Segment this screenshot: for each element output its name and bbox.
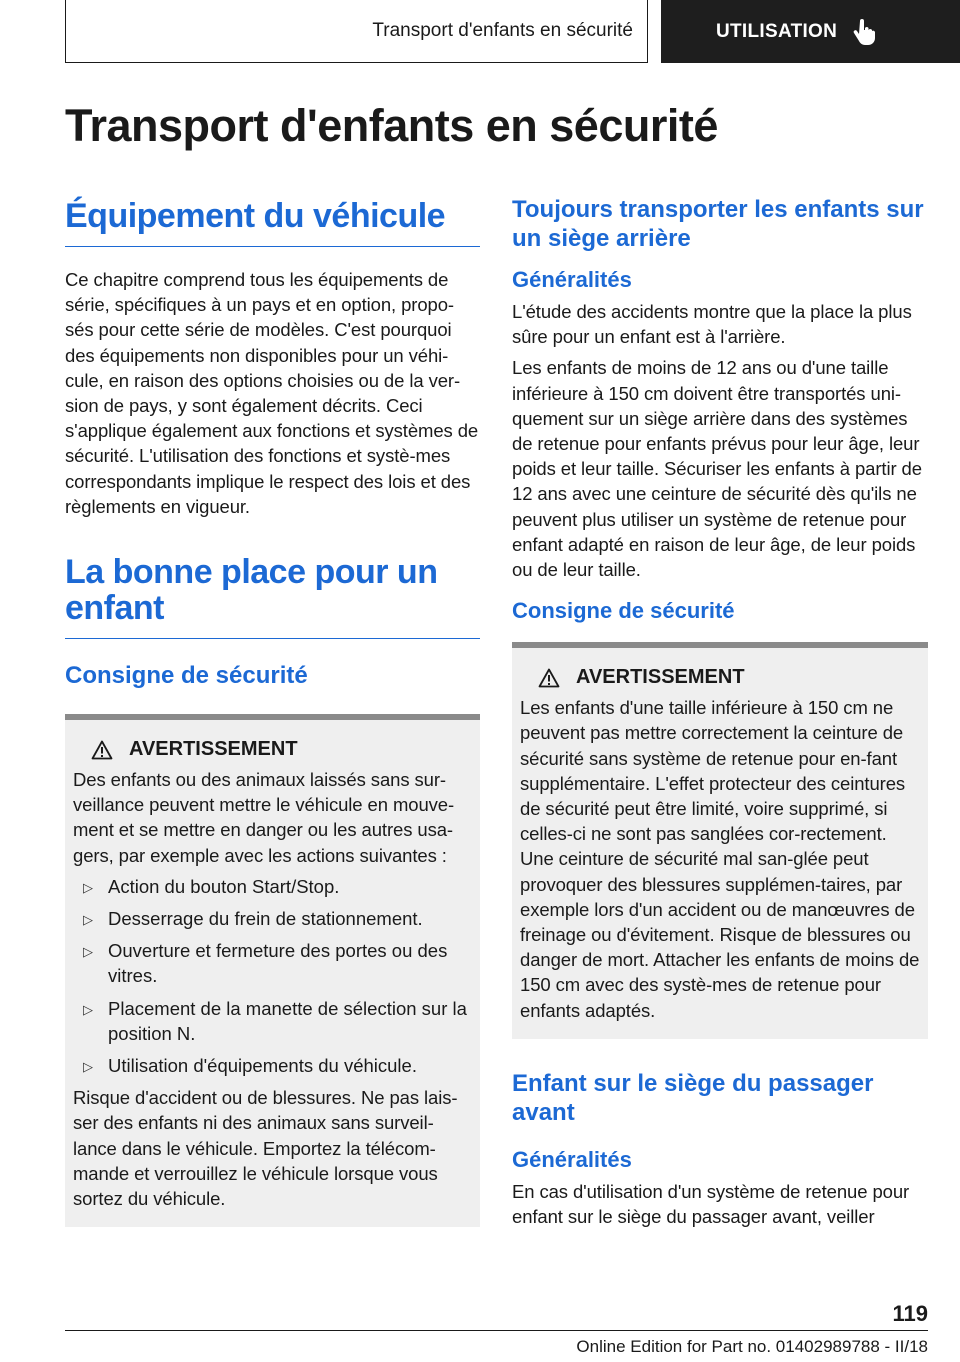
list-item <box>73 996 472 1046</box>
triangle-bullet-icon: ▷ <box>83 1059 93 1075</box>
list-item-text: Action du bouton Start/Stop. <box>108 875 340 897</box>
front-paragraph: En cas d'utilisation d'un système de retenue pour enfant sur le siège du passager avant, veiller <box>512 1180 910 1228</box>
right-column <box>512 190 928 1229</box>
warning-triangle-icon <box>538 668 560 688</box>
heading-siege-passager: Enfant sur le siège du passager avant <box>512 1069 874 1126</box>
edition-note: Online Edition for Part no. 01402989788 - II/18 <box>576 1337 928 1356</box>
list-item-text: Ouverture et fermeture des portes ou des vitres. <box>108 940 448 987</box>
list-item-text: Desserrage du frein de stationnement. <box>108 908 423 930</box>
warning-title-text: AVERTISSEMENT <box>129 738 298 761</box>
equipement-paragraph: Ce chapitre comprend tous les équipements de série, spécifiques à un pays et en option, propo-sés pour cette série de modèles. C'est pourquoi des équipements non disponibles pour un véhi-cule, en raison des options choisies ou de la ver-sion de pays, y sont également décrits. Ceci s'applique également aux fonctions et systèmes de sécurité. L'utilisation des fonctions et systè-mes correspondants implique le respect des lois et des règlements en vigueur. <box>65 269 479 517</box>
heading-rule <box>65 246 480 247</box>
warning-intro: Des enfants ou des animaux laissés sans sur-veillance peuvent mettre le véhicule en mouve-ment et se mettre en danger ou les autres usa-gers, par exemple avec les actions suivantes : <box>73 769 455 866</box>
page-number: 119 <box>892 1301 928 1326</box>
footer-rule <box>65 1330 928 1331</box>
heading-generalites: Généralités <box>512 267 632 292</box>
heading-rule <box>65 638 480 639</box>
warning-triangle-icon <box>91 740 113 760</box>
warning-box-left <box>65 714 480 1227</box>
header-chapter-label: UTILISATION <box>716 20 838 42</box>
header-chapter-tab <box>661 0 960 63</box>
list-item <box>73 938 472 988</box>
warning-action-list <box>73 874 472 1078</box>
left-column <box>65 190 480 1227</box>
hand-pointer-icon <box>853 19 875 45</box>
heading-generalites-front: Généralités <box>512 1146 632 1172</box>
warning-title-text: AVERTISSEMENT <box>576 666 745 689</box>
heading-siege-arriere: Toujours transporter les enfants sur un siège arrière <box>512 196 924 252</box>
generalites-paragraph-1: L'étude des accidents montre que la place la plus sûre pour un enfant est à l'arrière. <box>512 301 912 348</box>
warning-outro: Risque d'accident ou de blessures. Ne pas lais-ser des enfants ni des animaux sans surveil-lance dans le véhicule. Emportez la télécom-mande et verrouillez le véhicule lorsque vous sortez du véhicule. <box>73 1087 458 1210</box>
heading-consigne-left: Consigne de sécurité <box>65 662 308 690</box>
header-section-title <box>65 0 648 63</box>
heading-bonne-place: La bonne place pour un enfant <box>65 553 438 628</box>
list-item <box>73 1053 472 1078</box>
warning-title <box>73 738 472 761</box>
heading-consigne-right: Consigne de sécurité <box>512 598 735 624</box>
list-item-text: Placement de la manette de sélection sur la position N. <box>108 997 467 1044</box>
warning-title <box>520 666 920 689</box>
page-title: Transport d'enfants en sécurité <box>65 100 718 151</box>
warning-text: Les enfants d'une taille inférieure à 150 cm ne peuvent pas mettre correctement la ceinture de sécurité sans système de retenue pour en-fant supplémentaire. L'effet protecteur des ceintures de sécurité peut être limité, voire supprimé, si celles-ci ne sont pas sanglées cor-rectement. Une ceinture de sécurité mal san-glée peut provoquer des blessures supplémen-taires, par exemple lors d'un accident ou de manœuvres de freinage ou d'évitement. Risque de blessures ou danger de mort. Attacher les enfants de moins de 150 cm avec des systè-mes de retenue pour enfants adaptés. <box>520 697 920 1021</box>
heading-equipement: Équipement du véhicule <box>65 197 446 235</box>
generalites-paragraph-2: Les enfants de moins de 12 ans ou d'une taille inférieure à 150 cm doivent être transportés uni-quement sur un siège arrière dans des systèmes de retenue pour enfants prévus pour leur âge, leur poids et leur taille. Sécuriser les enfants à partir de 12 ans avec une ceinture de sécurité dès qu'ils ne peuvent plus utiliser un système de retenue pour enfant adapté en raison de leur âge, de leur poids ou de leur taille. <box>512 357 922 581</box>
triangle-bullet-icon: ▷ <box>83 879 93 895</box>
warning-box-right <box>512 642 928 1039</box>
list-item <box>73 874 472 899</box>
header-section-title-text: Transport d'enfants en sécurité <box>372 20 633 41</box>
triangle-bullet-icon: ▷ <box>83 912 93 928</box>
list-item-text: Utilisation d'équipements du véhicule. <box>108 1055 417 1077</box>
triangle-bullet-icon: ▷ <box>83 1001 93 1017</box>
triangle-bullet-icon: ▷ <box>83 944 93 960</box>
list-item <box>73 906 472 931</box>
